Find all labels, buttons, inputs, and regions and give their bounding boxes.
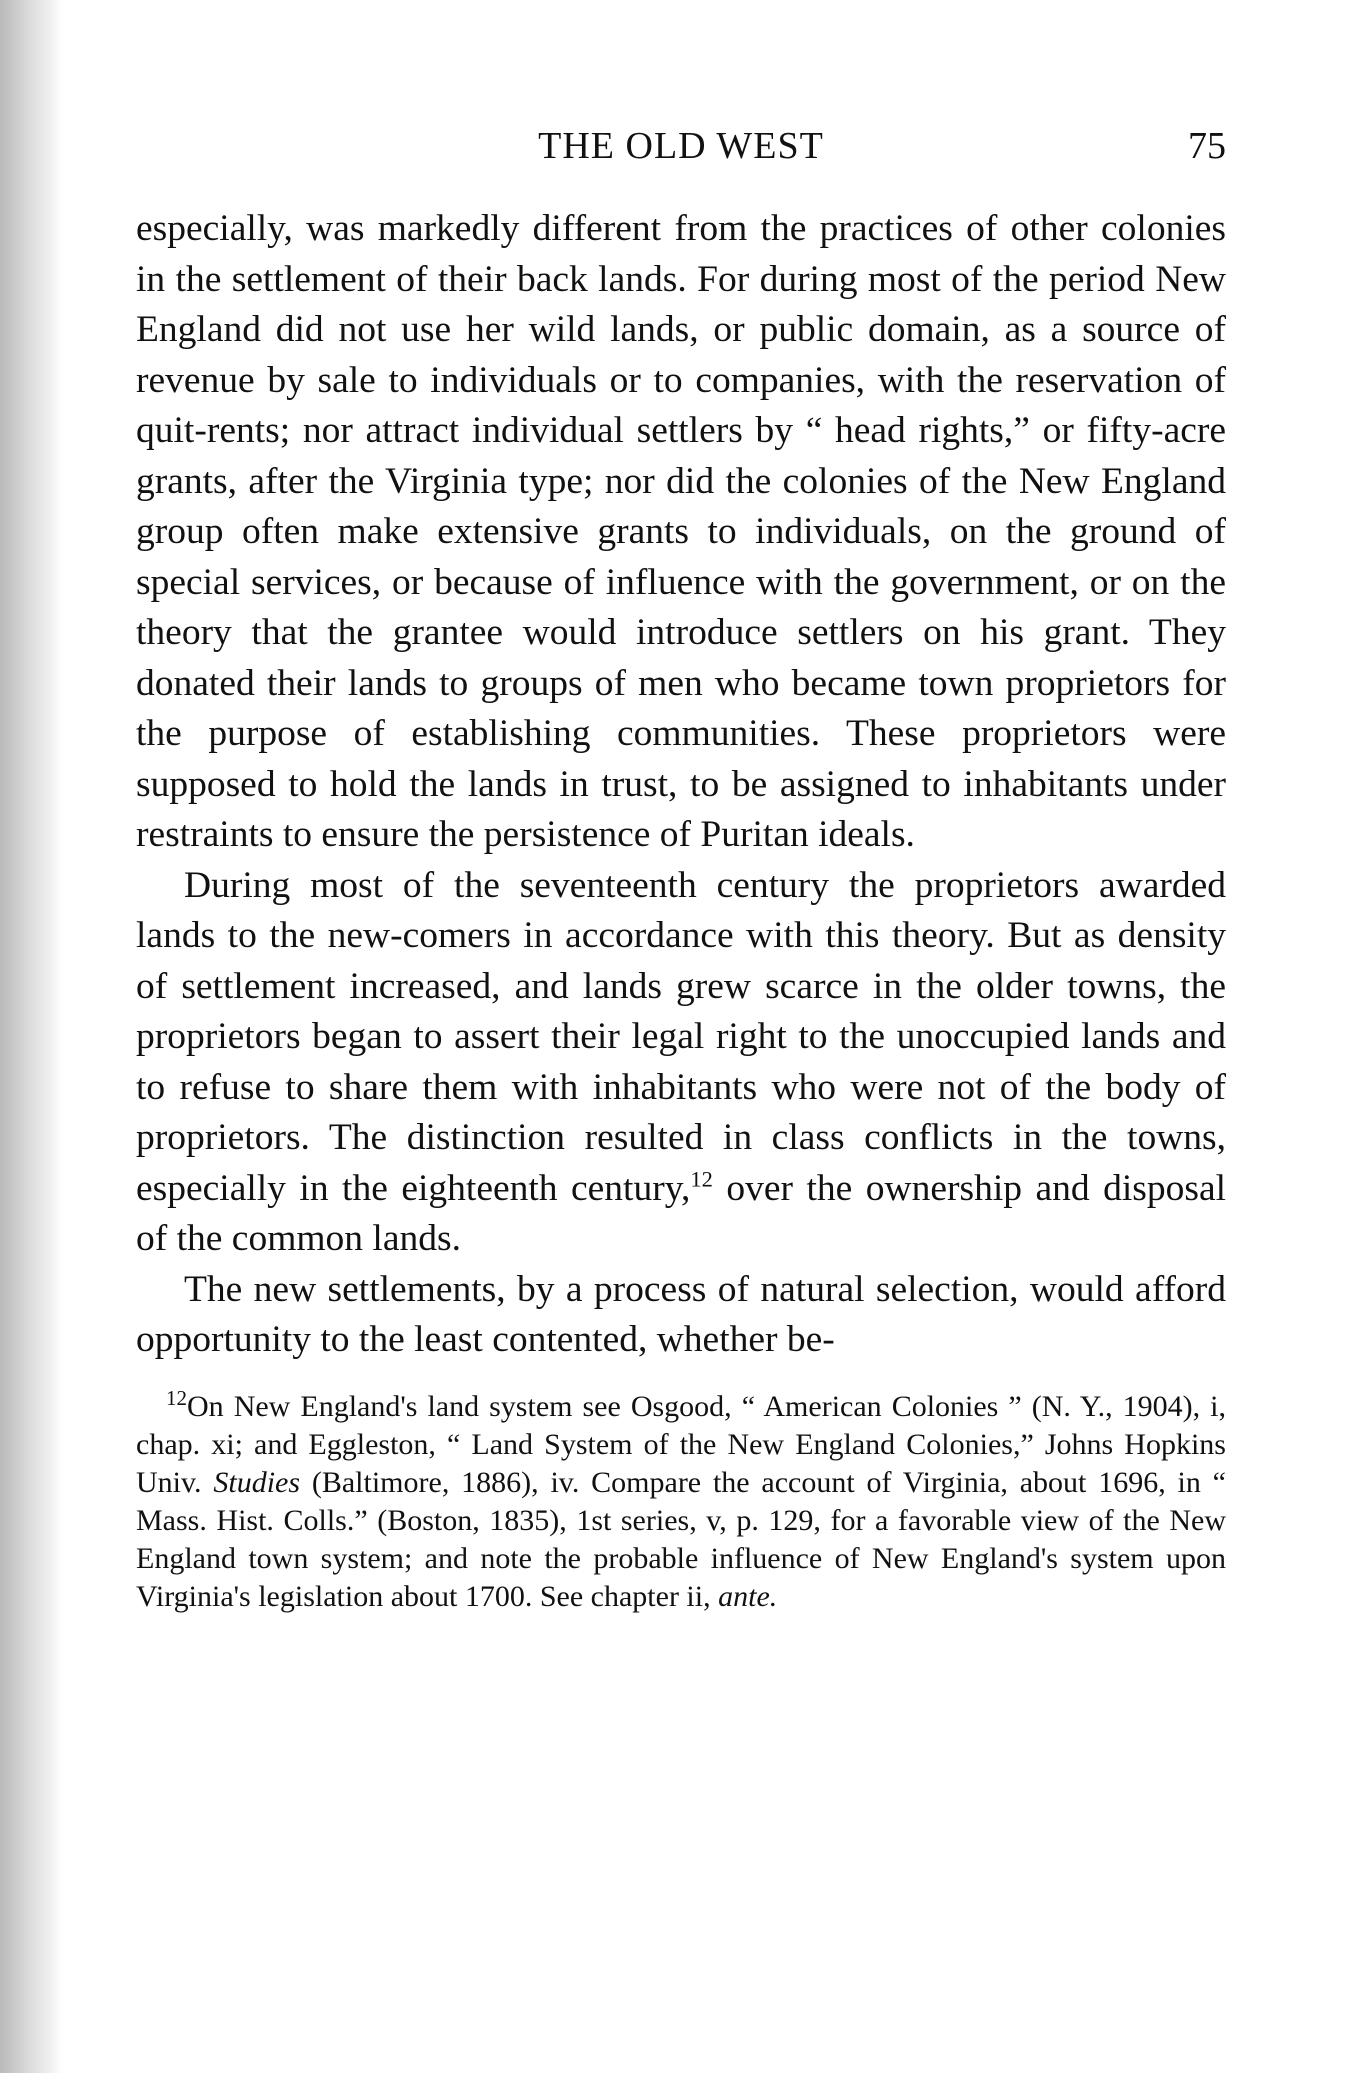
page-number: 75 [1188, 125, 1226, 167]
paragraph-2 [136, 861, 1226, 1265]
page-header [136, 110, 1226, 180]
running-title: THE OLD WEST [538, 125, 824, 167]
footnote-italic-studies: Studies [213, 1465, 301, 1499]
paragraph-3: The new settlements, by a process of natural selection, would afford opportunity to the least contented, whether be- [136, 1268, 1226, 1360]
paragraph-2-text: During most of the seventeenth century the proprietors awarded lands to the new-comers in accordance with this theory. But as density of settlement increased, and lands grew scarce in the older towns, the proprietors began to assert their legal right to the unoccupied lands and to refuse to share them with inhabitants who were not of the body of proprietors. The distinction resulted in class conflicts in the towns, especially in the eighteenth century, [136, 864, 1226, 1209]
book-page [136, 110, 1226, 1616]
body-text [136, 204, 1226, 1366]
footnote [136, 1385, 1226, 1616]
footnote-mark: 12 [166, 1385, 187, 1410]
footnote-text-continued: (Baltimore, 1886), iv. Compare the account of Virginia, about 1696, in “ Mass. Hist. Colls.” (Boston, 1835), 1st series, v, p. 129, for a favorable view of the New England town system; and note the probable influence of New England's system upon Virginia's legislation about 1700. See chapter ii, [136, 1465, 1226, 1613]
footnote-italic-ante: ante. [718, 1579, 778, 1613]
footnote-text: On New England's land system see Osgood, “ American Colonies ” (N. Y., 1904), i, chap. xi; and Eggleston, “ Land System of the New England Colonies,” Johns Hopkins Univ. [136, 1389, 1226, 1499]
paragraph-2-text-end: over the ownership and disposal of the common lands. [136, 1167, 1227, 1259]
paragraph-1: especially, was markedly different from the practices of other colonies in the settlement of their back lands. For during most of the period New England did not use her wild lands, or public domain, as a source of revenue by sale to individuals or to companies, with the reservation of quit-rents; nor attract individual settlers by “ head rights,” or fifty-acre grants, after the Virginia type; nor did the colonies of the New England group often make extensive grants to individuals, on the ground of special services, or because of influence with the government, or on the theory that the grantee would introduce settlers on his grant. They donated their lands to groups of men who became town proprietors for the purpose of establishing communities. These proprietors were supposed to hold the lands in trust, to be assigned to inhabitants under restraints to ensure the persistence of Puritan ideals. [136, 208, 1226, 855]
footnote-reference: 12 [690, 1166, 713, 1191]
binding-gutter-shadow [0, 0, 62, 2073]
